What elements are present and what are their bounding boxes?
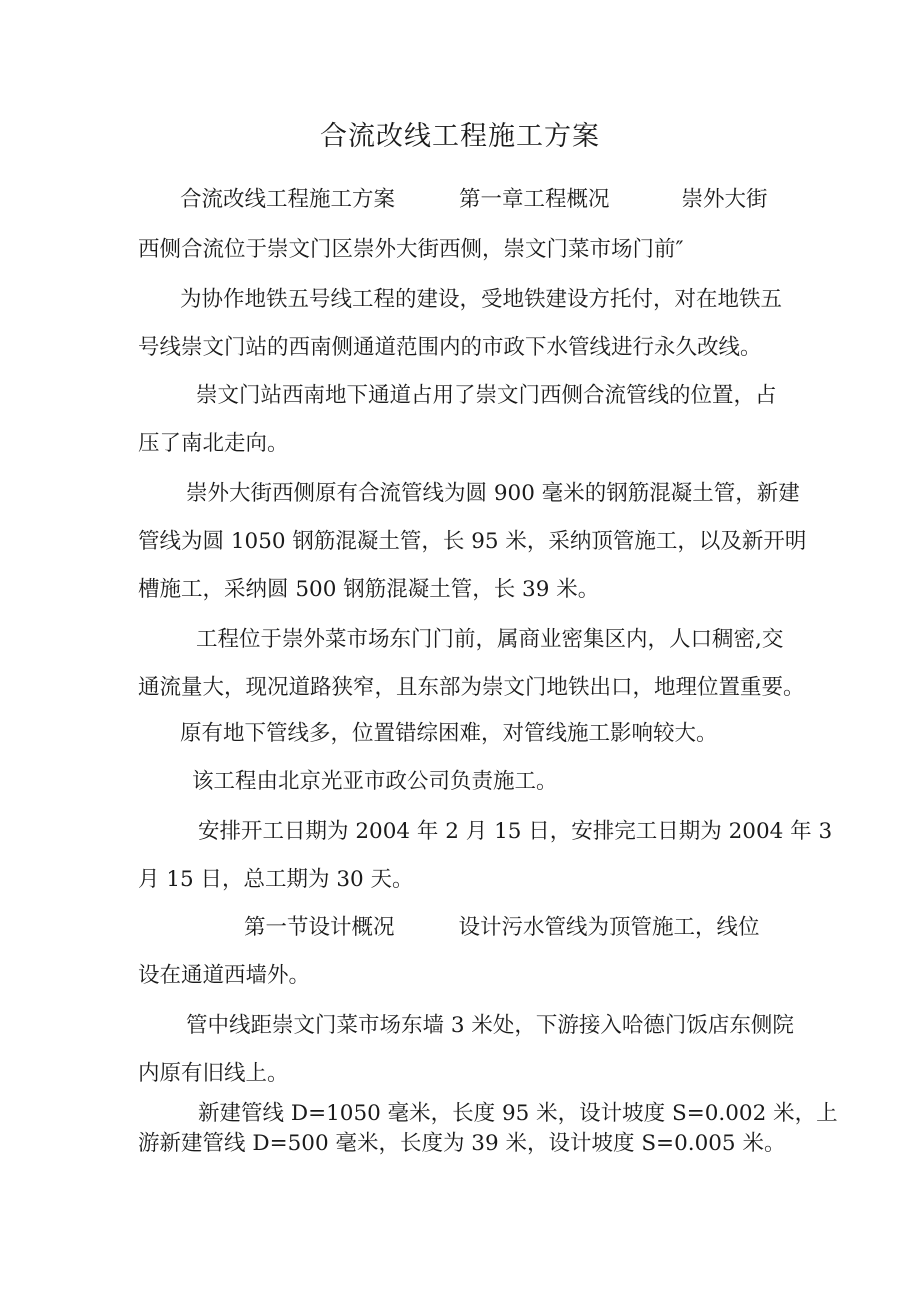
paragraph-4-line-2: 管线为圆 1050 钢筋混凝土管，长 95 米，采纳顶管施工，以及新开明 xyxy=(138,529,807,554)
paragraph-4-line-1: 崇外大街西侧原有合流管线为圆 900 毫米的钢筋混凝土管，新建 xyxy=(186,481,800,506)
paragraph-8-line-2: 月 15 日，总工期为 30 天。 xyxy=(138,867,414,892)
paragraph-5-line-1: 工程位于崇外菜市场东门门前，属商业密集区内，人口稠密,交 xyxy=(196,627,784,652)
paragraph-9-text-start: 设计污水管线为顶管施工，线位 xyxy=(458,915,760,940)
document-title: 合流改线工程施工方案 xyxy=(320,121,600,152)
paragraph-1-line-1 xyxy=(180,186,768,214)
chapter-1-heading: 第一章工程概况 xyxy=(459,187,610,212)
paragraph-2-line-1: 为协作地铁五号线工程的建设，受地铁建设方托付，对在地铁五 xyxy=(180,287,783,312)
paragraph-10-line-1: 管中线距崇文门菜市场东墙 3 米处，下游接入哈德门饭店东侧院 xyxy=(186,1013,794,1038)
paragraph-4-line-3: 槽施工，采纳圆 500 钢筋混凝土管，长 39 米。 xyxy=(138,577,600,602)
paragraph-9-line-1 xyxy=(244,914,760,942)
paragraph-1-line-2: 西侧合流位于崇文门区崇外大街西侧，崇文门菜市场门前″ xyxy=(138,237,684,262)
paragraph-10-line-2: 内原有旧线上。 xyxy=(138,1061,289,1086)
paragraph-8-line-1: 安排开工日期为 2004 年 2 月 15 日，安排完工日期为 2004 年 3 xyxy=(198,819,833,844)
paragraph-9-line-2: 设在通道西墙外。 xyxy=(138,963,311,988)
paragraph-11-line-1: 新建管线 D=1050 毫米，长度 95 米，设计坡度 S=0.002 米，上 xyxy=(198,1101,838,1126)
paragraph-11-line-2: 游新建管线 D=500 毫米，长度为 39 米，设计坡度 S=0.005 米。 xyxy=(138,1131,786,1156)
paragraph-3-line-1: 崇文门站西南地下通道占用了崇文门西侧合流管线的位置，占 xyxy=(196,383,777,408)
section-1-heading: 第一节设计概况 xyxy=(244,915,395,940)
paragraph-7-line-1: 该工程由北京光亚市政公司负责施工。 xyxy=(192,769,558,794)
heading-doc-title-inline: 合流改线工程施工方案 xyxy=(180,187,396,212)
paragraph-6-line-1: 原有地下管线多，位置错综困难，对管线施工影响较大。 xyxy=(180,721,718,746)
paragraph-5-line-2: 通流量大，现况道路狭窄，且东部为崇文门地铁出口，地理位置重要。 xyxy=(138,675,805,700)
paragraph-2-line-2: 号线崇文门站的西南侧通道范围内的市政下水管线进行永久改线。 xyxy=(138,335,762,360)
paragraph-3-line-2: 压了南北走向。 xyxy=(138,431,289,456)
paragraph-1-text-start: 崇外大街 xyxy=(681,187,768,212)
